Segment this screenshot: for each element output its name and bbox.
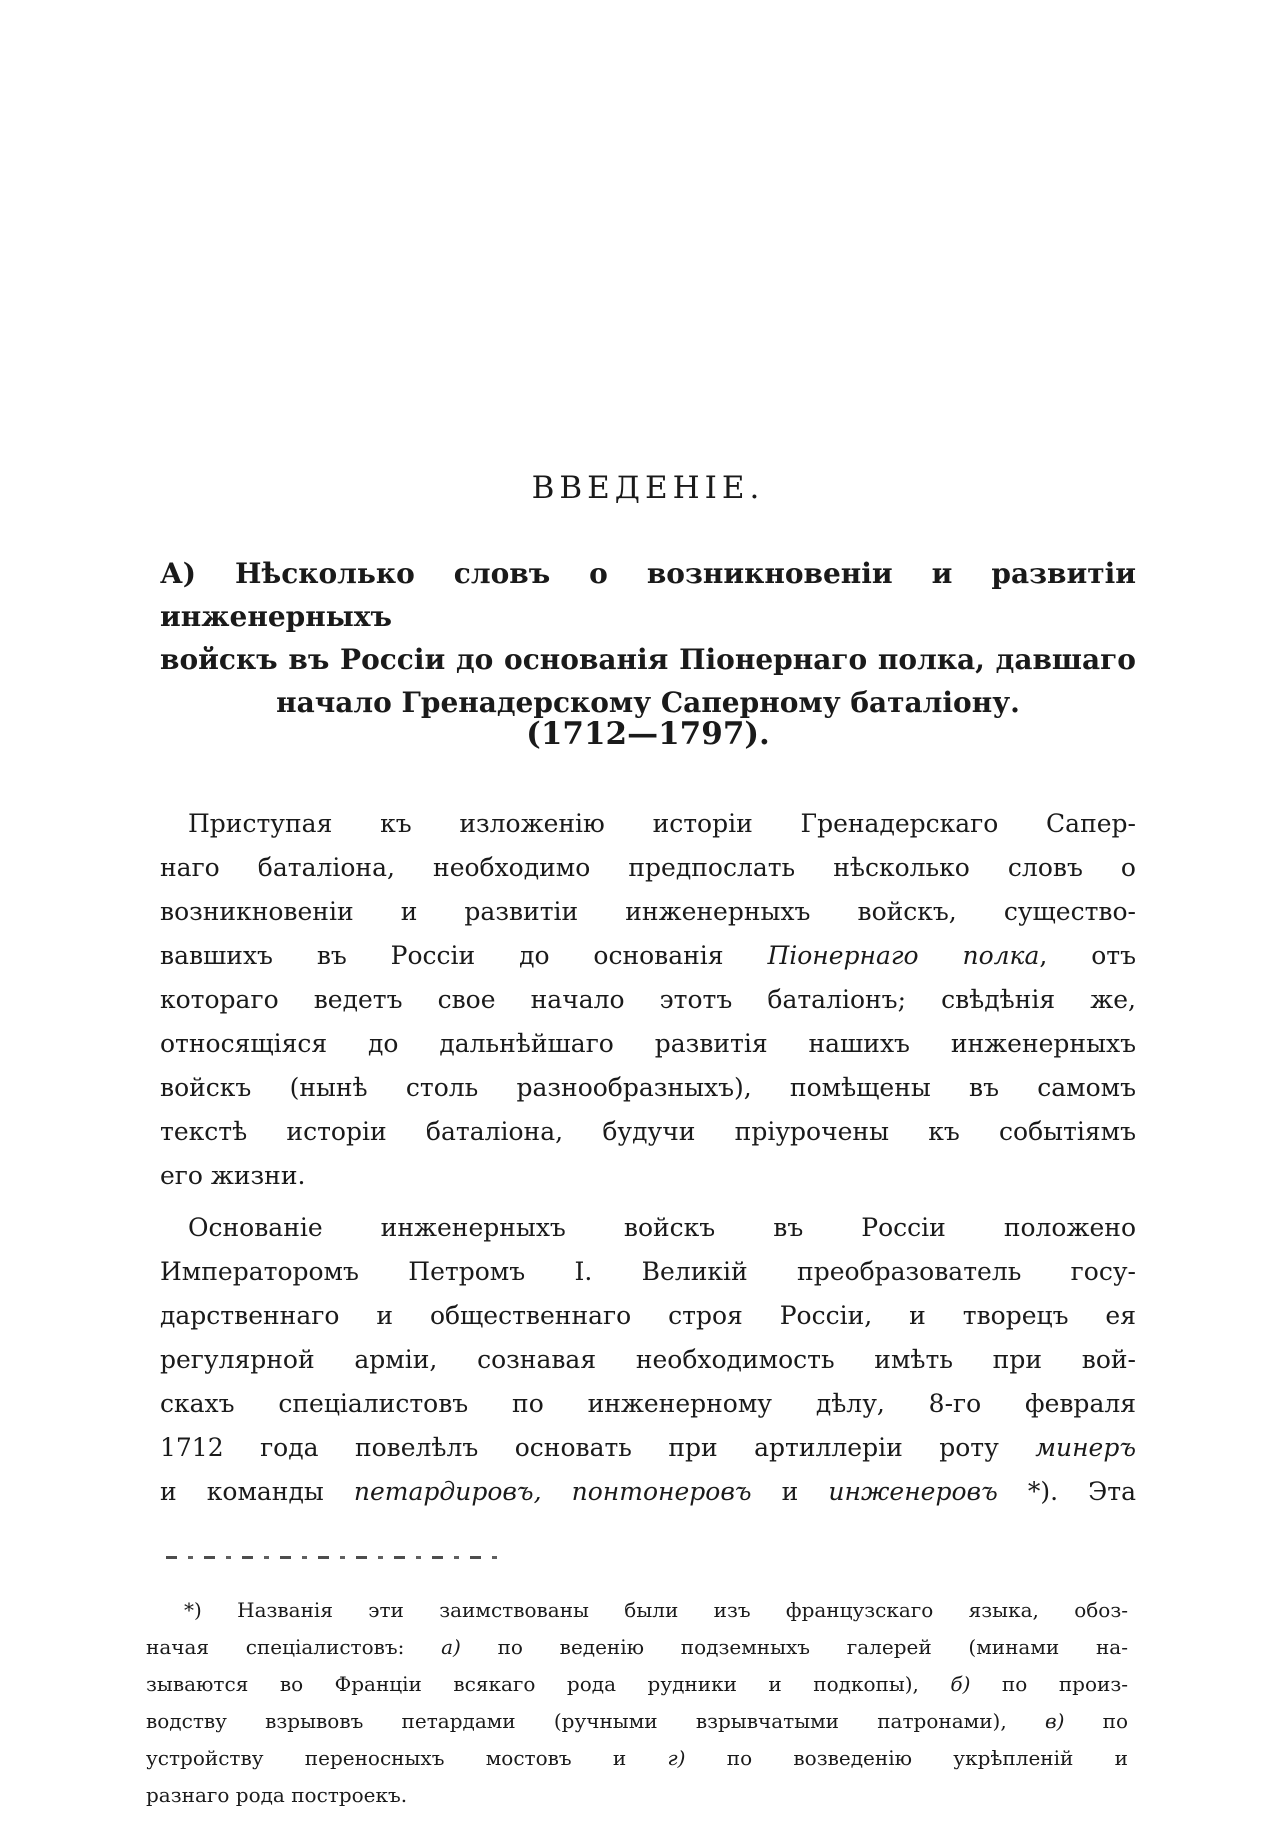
- text-line: [160, 890, 1136, 934]
- text-line: [146, 1703, 1128, 1740]
- text-run: Императоромъ Петромъ I. Великій преобразователь госу-: [160, 1257, 1136, 1286]
- text-run: водству взрывовъ петардами (ручными взрывчатыми патронами),: [146, 1709, 1045, 1733]
- text-line: [160, 1338, 1136, 1382]
- italic-text-run: минеръ: [1035, 1433, 1136, 1462]
- text-run: зываются во Франціи всякаго рода рудники и подкопы),: [146, 1672, 951, 1696]
- text-line: [160, 1250, 1136, 1294]
- italic-text-run: Піонернаго полка: [767, 941, 1040, 970]
- paragraph-founding: [160, 1206, 1136, 1514]
- text-run: скахъ спеціалистовъ по инженерному дѣлу, 8-го февраля: [160, 1389, 1136, 1418]
- text-line: [160, 1294, 1136, 1338]
- text-line: [146, 1592, 1128, 1629]
- text-line: [160, 1206, 1136, 1250]
- text-line: [160, 552, 1136, 638]
- paragraph-intro: [160, 802, 1136, 1198]
- text-run: начало Гренадерскому Саперному баталіону.: [276, 686, 1020, 719]
- text-run: по веденію подземныхъ галерей (минами на-: [460, 1635, 1128, 1659]
- text-line: [160, 846, 1136, 890]
- date-range: (1712—1797).: [526, 716, 770, 752]
- text-run: *) Названія эти заимствованы были изъ французскаго языка, обоз-: [184, 1598, 1128, 1622]
- text-run: начая спеціалистовъ:: [146, 1635, 442, 1659]
- footnote-separator-rule: [166, 1556, 502, 1559]
- text-run: котораго ведетъ свое начало этотъ баталіонъ; свѣдѣнія же,: [160, 985, 1136, 1014]
- italic-text-run: а): [441, 1635, 461, 1659]
- text-run: наго баталіона, необходимо предпослать нѣсколько словъ о: [160, 853, 1136, 882]
- text-line: [160, 1154, 1136, 1198]
- chapter-title: ВВЕДЕНІЕ.: [531, 470, 765, 506]
- text-run: А) Нѣсколько словъ о возникновеніи и развитіи инженерныхъ: [160, 557, 1136, 633]
- text-run: и команды: [160, 1477, 354, 1506]
- text-run: Приступая къ изложенію исторіи Гренадерскаго Сапер-: [188, 809, 1136, 838]
- text-run: дарственнаго и общественнаго строя Россіи, и творецъ ея: [160, 1301, 1136, 1330]
- text-run: войскъ (нынѣ столь разнообразныхъ), помѣщены въ самомъ: [160, 1073, 1136, 1102]
- text-run: по произ-: [970, 1672, 1128, 1696]
- text-line: [146, 1740, 1128, 1777]
- text-run: его жизни.: [160, 1161, 306, 1190]
- text-run: 1712 года повелѣлъ основать при артиллеріи роту: [160, 1433, 1036, 1462]
- text-run: по: [1064, 1709, 1128, 1733]
- text-run: *). Эта: [997, 1477, 1136, 1506]
- text-run: относящіяся до дальнѣйшаго развитія нашихъ инженерныхъ: [160, 1029, 1136, 1058]
- text-line: [160, 802, 1136, 846]
- text-run: вавшихъ въ Россіи до основанія: [160, 941, 768, 970]
- text-line: [160, 978, 1136, 1022]
- text-line: [160, 1022, 1136, 1066]
- text-run: по возведенію укрѣпленій и: [685, 1746, 1128, 1770]
- text-line: [160, 1066, 1136, 1110]
- italic-text-run: в): [1044, 1709, 1065, 1733]
- text-run: Основаніе инженерныхъ войскъ въ Россіи положено: [188, 1213, 1136, 1242]
- text-run: и: [751, 1477, 829, 1506]
- text-line: [146, 1666, 1128, 1703]
- text-line: [146, 1777, 1128, 1814]
- text-run: , отъ: [1039, 941, 1136, 970]
- text-run: войскъ въ Россіи до основанія Піонернаго полка, давшаго: [160, 643, 1136, 676]
- italic-text-run: инженеровъ: [828, 1477, 998, 1506]
- text-run: устройству переносныхъ мостовъ и: [146, 1746, 668, 1770]
- text-run: текстѣ исторіи баталіона, будучи пріурочены къ событіямъ: [160, 1117, 1136, 1146]
- section-heading: [160, 552, 1136, 724]
- text-line: [146, 1629, 1128, 1666]
- text-line: [160, 638, 1136, 681]
- text-line: [160, 1426, 1136, 1470]
- text-run: регулярной арміи, сознавая необходимость имѣть при вой-: [160, 1345, 1136, 1374]
- italic-text-run: б): [950, 1672, 971, 1696]
- italic-text-run: петардировъ, понтонеровъ: [353, 1477, 752, 1506]
- text-run: разнаго рода построекъ.: [146, 1783, 408, 1807]
- text-line: [160, 1110, 1136, 1154]
- text-line: [160, 1470, 1136, 1514]
- italic-text-run: г): [667, 1746, 686, 1770]
- text-line: [160, 934, 1136, 978]
- footnote: [146, 1592, 1128, 1814]
- text-line: [160, 1382, 1136, 1426]
- text-run: возникновеніи и развитіи инженерныхъ войскъ, существо-: [160, 897, 1136, 926]
